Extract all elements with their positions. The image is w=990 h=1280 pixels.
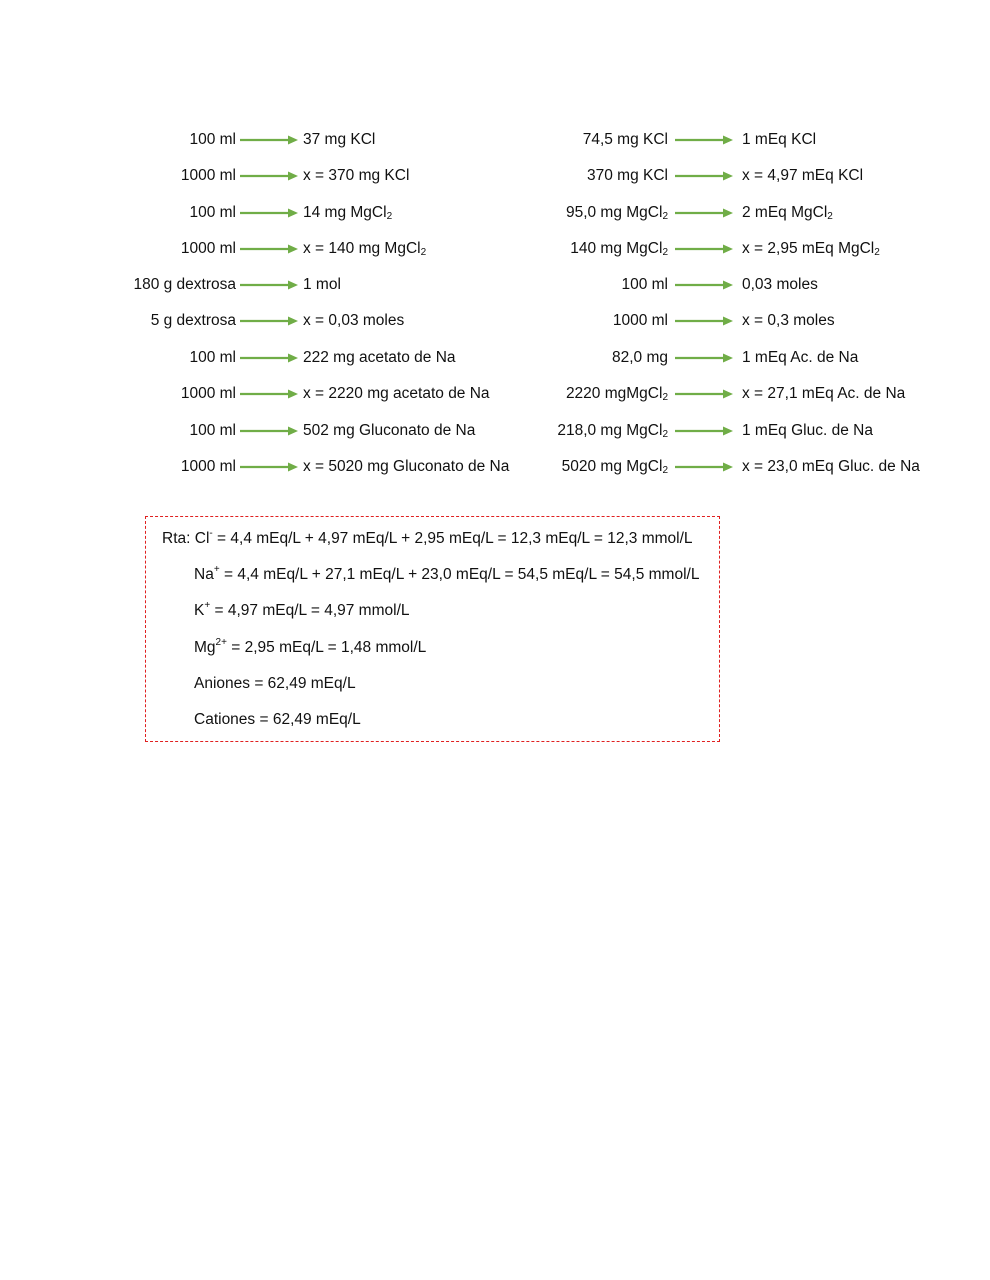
arrow-icon: [675, 461, 733, 473]
quantity-from: [557, 421, 668, 441]
answer-chloride: [162, 529, 693, 549]
ion-charge: +: [204, 600, 211, 611]
arrow-icon: [675, 243, 733, 255]
quantity-to: [742, 130, 816, 150]
quantity-to-text: 37 mg KCl: [303, 131, 376, 148]
quantity-from-text: 82,0 mg: [611, 349, 668, 366]
quantity-to: [742, 384, 905, 404]
right-conversion-row: [0, 311, 990, 331]
subscript: 2: [827, 211, 833, 222]
quantity-from: [621, 275, 668, 295]
quantity-from-text: 100 ml: [189, 131, 236, 148]
ion-equation: = 4,4 mEq/L + 4,97 mEq/L + 2,95 mEq/L = 12,3 mEq/L = 12,3 mmol/L: [212, 530, 693, 547]
subscript: 2: [662, 211, 668, 222]
right-conversion-row: [0, 203, 990, 223]
quantity-from: [583, 130, 668, 150]
ion-equation: = 2,95 mEq/L = 1,48 mmol/L: [226, 639, 427, 656]
quantity-from: [570, 239, 668, 259]
quantity-to-text: 1 mEq Gluc. de Na: [742, 422, 873, 439]
quantity-from-text: 140 mg MgCl: [570, 240, 663, 257]
quantity-to-text: 0,03 moles: [742, 276, 818, 293]
right-conversion-row: [0, 348, 990, 368]
quantity-from-text: 218,0 mg MgCl: [557, 422, 663, 439]
quantity-to-text: x = 4,97 mEq KCl: [742, 167, 864, 184]
quantity-to-text: 1 mEq Ac. de Na: [742, 349, 859, 366]
arrow-icon: [675, 170, 733, 182]
quantity-to-text: x = 2220 mg acetato de Na: [303, 385, 490, 402]
quantity-to-text: 2 mEq MgCl: [742, 204, 828, 221]
right-conversion-row: [0, 275, 990, 295]
quantity-from: [566, 203, 668, 223]
quantity-to: [742, 348, 858, 368]
ion-charge: -: [209, 528, 213, 539]
answer-prefix: Rta:: [162, 530, 191, 547]
right-conversion-row: [0, 166, 990, 186]
quantity-to-text: 222 mg acetato de Na: [303, 349, 456, 366]
arrow-icon: [675, 207, 733, 219]
subscript: 2: [662, 247, 668, 258]
quantity-to: [742, 239, 880, 259]
subscript: 2: [662, 392, 668, 403]
quantity-from-text: 100 ml: [189, 204, 236, 221]
ion-symbol: Cl: [194, 530, 210, 547]
quantity-from-text: 95,0 mg MgCl: [565, 204, 663, 221]
quantity-to: [742, 311, 835, 331]
subscript: 2: [662, 465, 668, 476]
right-conversion-row: [0, 130, 990, 150]
ion-symbol: Na: [194, 566, 214, 583]
quantity-from-text: 5 g dextrosa: [150, 312, 236, 329]
quantity-from: [566, 384, 668, 404]
ion-charge: +: [213, 564, 220, 575]
quantity-to-text: x = 2,95 mEq MgCl: [742, 240, 875, 257]
quantity-from-text: 100 ml: [189, 422, 236, 439]
ion-equation: = 4,4 mEq/L + 27,1 mEq/L + 23,0 mEq/L = 54,5 mEq/L = 54,5 mmol/L: [219, 566, 700, 583]
quantity-from-text: 100 ml: [189, 349, 236, 366]
answer-sodium: [194, 565, 699, 585]
right-conversion-row: [0, 384, 990, 404]
answer-magnesium: [194, 638, 426, 658]
right-conversion-row: [0, 421, 990, 441]
ion-symbol: Mg: [194, 639, 216, 656]
quantity-to-text: 14 mg MgCl: [303, 204, 387, 221]
answer-aniones: Aniones = 62,49 mEq/L: [194, 675, 356, 692]
ion-charge: 2+: [215, 637, 227, 648]
quantity-to-text: x = 5020 mg Gluconato de Na: [303, 458, 510, 475]
quantity-from-text: 74,5 mg KCl: [582, 131, 668, 148]
quantity-from-text: 1000 ml: [612, 312, 668, 329]
quantity-to: [742, 275, 818, 295]
answer-box: [145, 516, 720, 742]
quantity-from: [613, 311, 668, 331]
quantity-to: [742, 457, 920, 477]
arrow-icon: [675, 315, 733, 327]
quantity-to-text: 502 mg Gluconato de Na: [303, 422, 476, 439]
answer-cationes: Cationes = 62,49 mEq/L: [194, 711, 361, 728]
quantity-to-text: x = 27,1 mEq Ac. de Na: [742, 385, 906, 402]
quantity-from: [612, 348, 668, 368]
quantity-from-text: 2220 mgMgCl: [565, 385, 663, 402]
quantity-from-text: 180 g dextrosa: [133, 276, 236, 293]
quantity-to-text: x = 140 mg MgCl: [303, 240, 421, 257]
subscript: 2: [662, 429, 668, 440]
subscript: 2: [420, 247, 427, 258]
arrow-icon: [675, 388, 733, 400]
ion-symbol: K: [194, 602, 205, 619]
quantity-from-text: 1000 ml: [180, 458, 236, 475]
arrow-icon: [675, 134, 733, 146]
quantity-from: [562, 457, 668, 477]
ion-equation: = 4,97 mEq/L = 4,97 mmol/L: [210, 602, 410, 619]
quantity-from-text: 1000 ml: [180, 240, 236, 257]
quantity-from-text: 100 ml: [621, 276, 668, 293]
quantity-from-text: 370 mg KCl: [587, 167, 668, 184]
arrow-icon: [675, 425, 733, 437]
quantity-from: [587, 166, 668, 186]
quantity-to-text: x = 23,0 mEq Gluc. de Na: [742, 458, 920, 475]
right-conversion-row: [0, 457, 990, 477]
quantity-to: [742, 203, 833, 223]
quantity-to-text: 1 mol: [303, 276, 341, 293]
quantity-to-text: x = 0,3 moles: [742, 312, 835, 329]
quantity-to: [742, 166, 863, 186]
answer-potassium: [194, 601, 410, 621]
quantity-from-text: 5020 mg MgCl: [561, 458, 663, 475]
subscript: 2: [874, 247, 880, 258]
quantity-from-text: 1000 ml: [180, 385, 236, 402]
subscript: 2: [386, 211, 393, 222]
arrow-icon: [675, 352, 733, 364]
quantity-to-text: x = 370 mg KCl: [303, 167, 410, 184]
quantity-to-text: 1 mEq KCl: [742, 131, 817, 148]
arrow-icon: [675, 279, 733, 291]
quantity-to: [742, 421, 873, 441]
quantity-from-text: 1000 ml: [180, 167, 236, 184]
right-conversion-row: [0, 239, 990, 259]
quantity-to-text: x = 0,03 moles: [303, 312, 405, 329]
